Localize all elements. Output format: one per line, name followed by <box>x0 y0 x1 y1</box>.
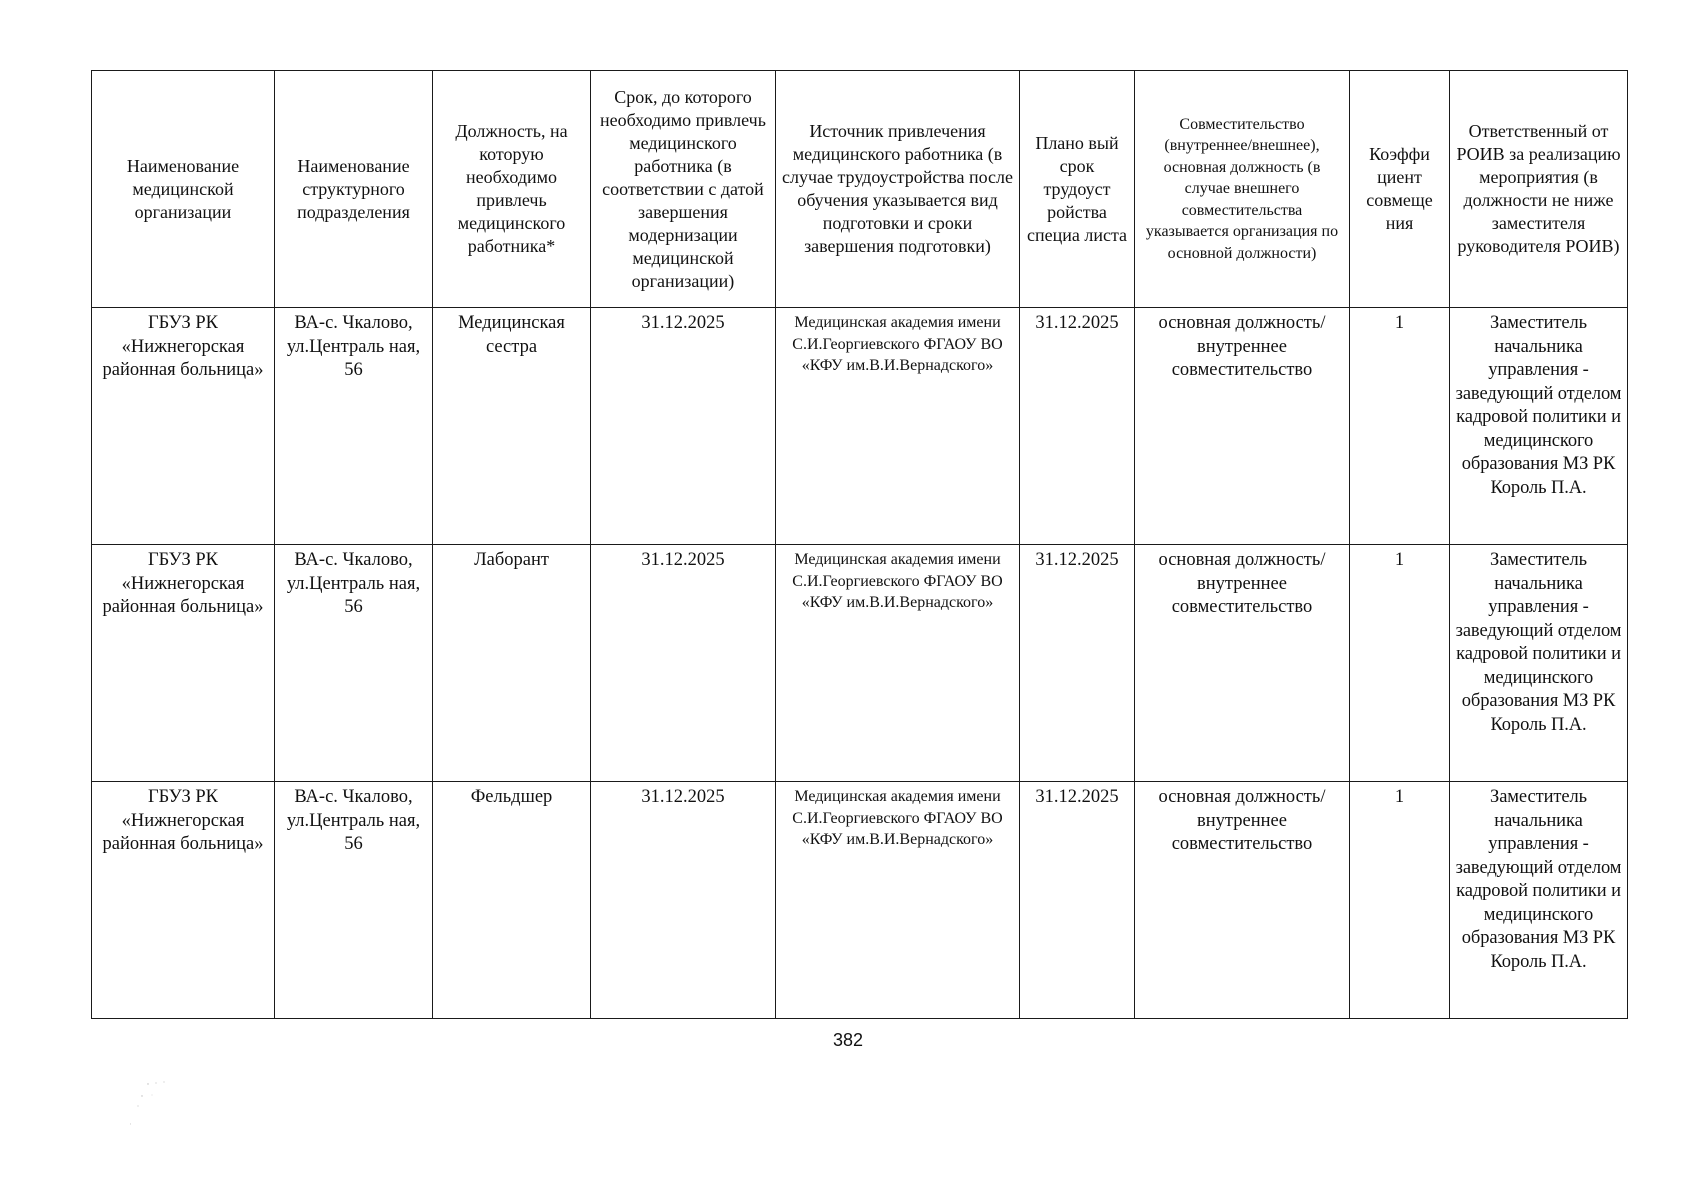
cell-subdivision: ВА-с. Чкалово, ул.Централь ная, 56 <box>275 782 433 1019</box>
header-deadline: Срок, до которого необходимо привлечь медицинского работника (в соответствии с датой завершения модернизации медицинской организации) <box>591 71 776 308</box>
cell-planned-date: 31.12.2025 <box>1020 782 1135 1019</box>
header-organization: Наименование медицинской организации <box>92 71 275 308</box>
cell-subdivision: ВА-с. Чкалово, ул.Централь ная, 56 <box>275 545 433 782</box>
cell-source: Медицинская академия имени С.И.Георгиевского ФГАОУ ВО «КФУ им.В.И.Вернадского» <box>776 782 1020 1019</box>
cell-subdivision: ВА-с. Чкалово, ул.Централь ная, 56 <box>275 308 433 545</box>
cell-organization: ГБУЗ РК «Нижнегорская районная больница» <box>92 782 275 1019</box>
header-coefficient: Коэффи циент совмеще ния <box>1350 71 1450 308</box>
table-header-row <box>92 71 1628 308</box>
cell-part-time: основная должность/ внутреннее совместительство <box>1135 782 1350 1019</box>
cell-part-time: основная должность/ внутреннее совместительство <box>1135 545 1350 782</box>
header-subdivision: Наименование структурного подразделения <box>275 71 433 308</box>
scan-specks <box>130 1080 190 1130</box>
header-position: Должность, на которую необходимо привлечь медицинского работника* <box>433 71 591 308</box>
cell-planned-date: 31.12.2025 <box>1020 308 1135 545</box>
header-planned-date: Плано вый срок трудоуст ройства специа листа <box>1020 71 1135 308</box>
table-row <box>92 545 1628 782</box>
header-source: Источник привлечения медицинского работника (в случае трудоустройства после обучения указывается вид подготовки и сроки завершения подготовки) <box>776 71 1020 308</box>
header-responsible: Ответственный от РОИВ за реализацию мероприятия (в должности не ниже заместителя руководителя РОИВ) <box>1450 71 1628 308</box>
cell-responsible: Заместитель начальника управления - заведующий отделом кадровой политики и медицинского образования МЗ РК Король П.А. <box>1450 308 1628 545</box>
cell-organization: ГБУЗ РК «Нижнегорская районная больница» <box>92 308 275 545</box>
cell-planned-date: 31.12.2025 <box>1020 545 1135 782</box>
cell-source: Медицинская академия имени С.И.Георгиевского ФГАОУ ВО «КФУ им.В.И.Вернадского» <box>776 545 1020 782</box>
cell-coefficient: 1 <box>1350 308 1450 545</box>
cell-part-time: основная должность/ внутреннее совместительство <box>1135 308 1350 545</box>
cell-deadline: 31.12.2025 <box>591 782 776 1019</box>
header-part-time: Совместительство (внутреннее/внешнее), основная должность (в случае внешнего совместительства указывается организация по основной должности) <box>1135 71 1350 308</box>
cell-coefficient: 1 <box>1350 545 1450 782</box>
cell-position: Фельдшер <box>433 782 591 1019</box>
staffing-table <box>91 70 1628 1019</box>
cell-responsible: Заместитель начальника управления - заведующий отделом кадровой политики и медицинского образования МЗ РК Король П.А. <box>1450 545 1628 782</box>
cell-deadline: 31.12.2025 <box>591 545 776 782</box>
table-row <box>92 782 1628 1019</box>
cell-coefficient: 1 <box>1350 782 1450 1019</box>
table-row <box>92 308 1628 545</box>
cell-deadline: 31.12.2025 <box>591 308 776 545</box>
page-number: 382 <box>832 1030 864 1050</box>
cell-position: Лаборант <box>433 545 591 782</box>
cell-organization: ГБУЗ РК «Нижнегорская районная больница» <box>92 545 275 782</box>
cell-responsible: Заместитель начальника управления - заведующий отделом кадровой политики и медицинского образования МЗ РК Король П.А. <box>1450 782 1628 1019</box>
cell-source: Медицинская академия имени С.И.Георгиевского ФГАОУ ВО «КФУ им.В.И.Вернадского» <box>776 308 1020 545</box>
cell-position: Медицинская сестра <box>433 308 591 545</box>
